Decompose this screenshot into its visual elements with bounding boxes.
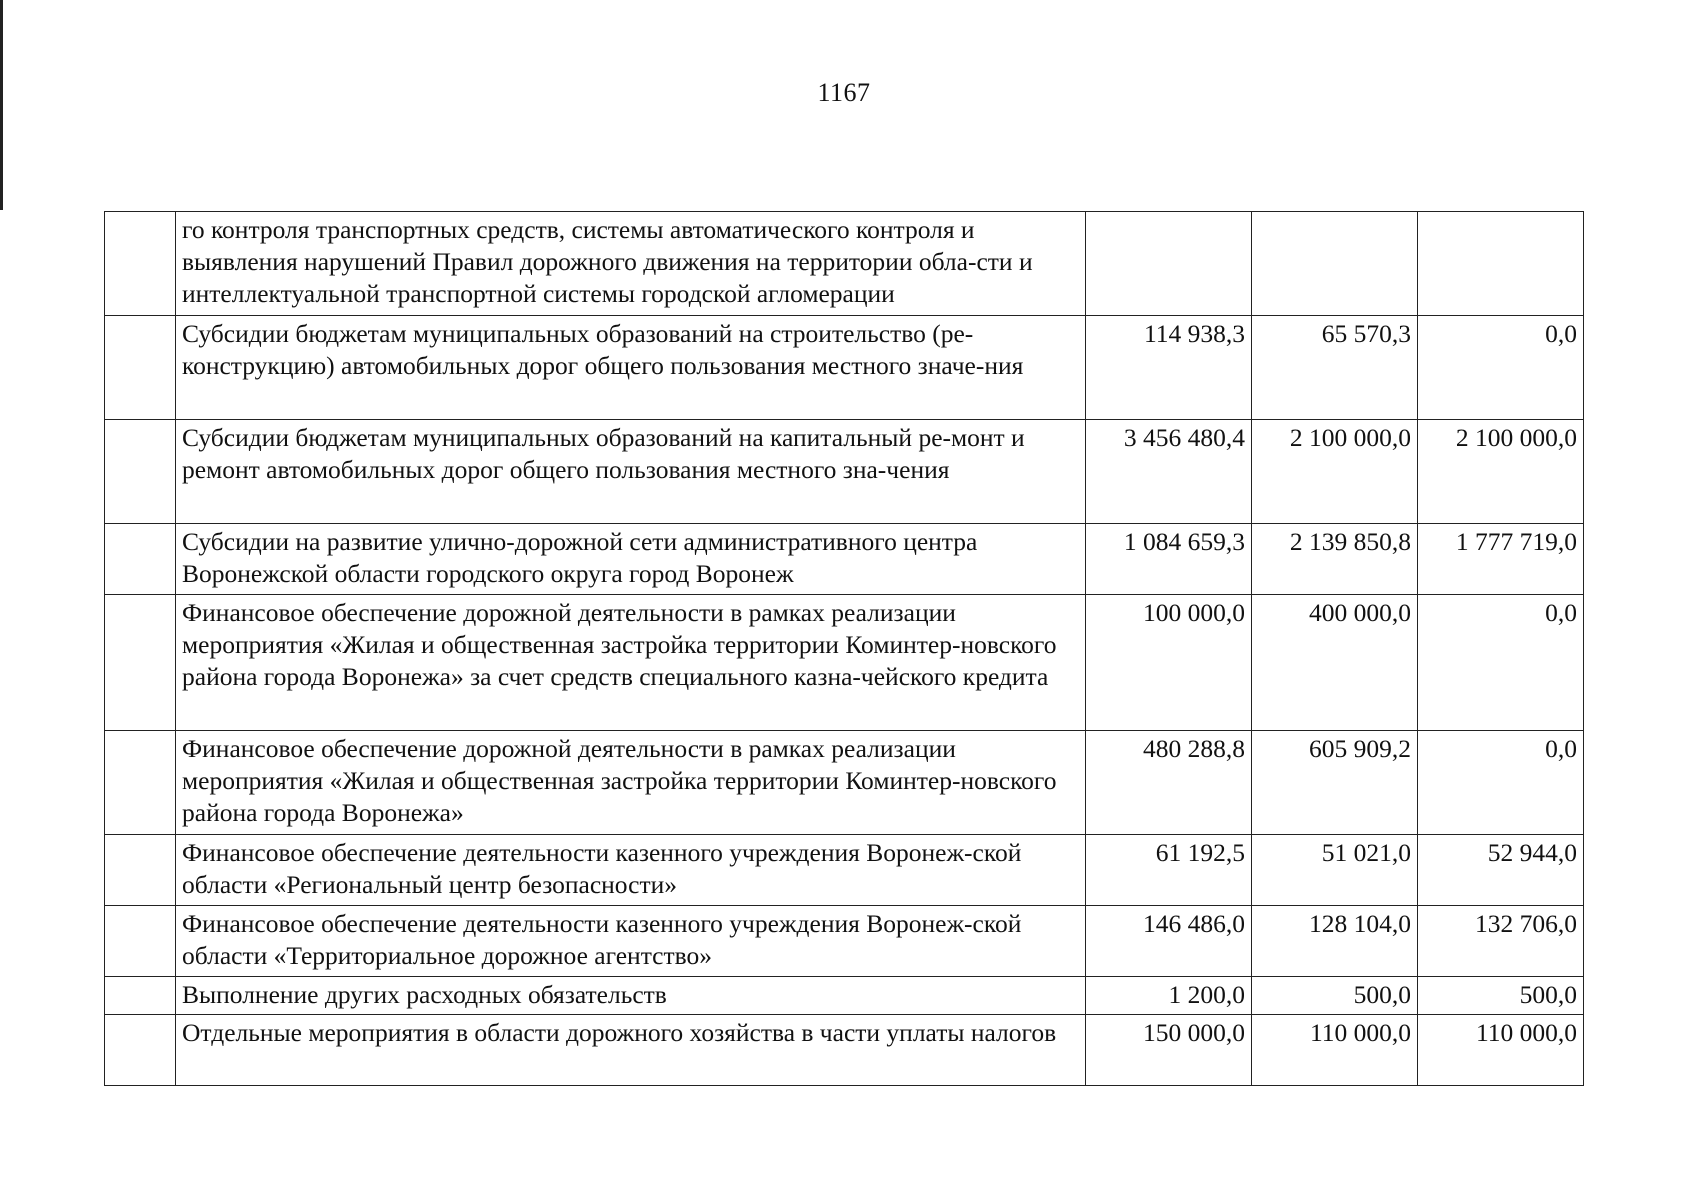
value-year-2: 2 100 000,0 bbox=[1252, 420, 1418, 524]
value-year-1: 480 288,8 bbox=[1086, 731, 1252, 835]
value-year-2: 2 139 850,8 bbox=[1252, 524, 1418, 595]
table-row bbox=[105, 420, 1584, 524]
value-year-3: 0,0 bbox=[1418, 595, 1584, 731]
expense-name: Субсидии бюджетам муниципальных образований на строительство (ре-конструкцию) автомобильных дорог общего пользования местного значе-ния bbox=[176, 316, 1086, 420]
value-year-1: 61 192,5 bbox=[1086, 835, 1252, 906]
value-year-3: 52 944,0 bbox=[1418, 835, 1584, 906]
value-year-1: 100 000,0 bbox=[1086, 595, 1252, 731]
value-year-3: 0,0 bbox=[1418, 731, 1584, 835]
value-year-3 bbox=[1418, 212, 1584, 316]
value-year-1: 1 200,0 bbox=[1086, 977, 1252, 1015]
expense-name: го контроля транспортных средств, системы автоматического контроля и выявления нарушений Правил дорожного движения на территории обла-сти и интеллектуальной транспортной системы городской агломерации bbox=[176, 212, 1086, 316]
value-year-2: 51 021,0 bbox=[1252, 835, 1418, 906]
row-number-cell bbox=[105, 1015, 176, 1086]
row-number-cell bbox=[105, 524, 176, 595]
row-number-cell bbox=[105, 595, 176, 731]
value-year-3: 110 000,0 bbox=[1418, 1015, 1584, 1086]
value-year-1: 150 000,0 bbox=[1086, 1015, 1252, 1086]
value-year-2: 500,0 bbox=[1252, 977, 1418, 1015]
expense-name: Выполнение других расходных обязательств bbox=[176, 977, 1086, 1015]
expense-name: Финансовое обеспечение дорожной деятельности в рамках реализации мероприятия «Жилая и общественная застройка территории Коминтер-новского района города Воронежа» bbox=[176, 731, 1086, 835]
value-year-3: 0,0 bbox=[1418, 316, 1584, 420]
value-year-1: 146 486,0 bbox=[1086, 906, 1252, 977]
table-row bbox=[105, 906, 1584, 977]
row-number-cell bbox=[105, 731, 176, 835]
value-year-2: 110 000,0 bbox=[1252, 1015, 1418, 1086]
budget-table bbox=[104, 211, 1584, 1086]
row-number-cell bbox=[105, 835, 176, 906]
table-row bbox=[105, 524, 1584, 595]
page-number: 1167 bbox=[817, 78, 871, 107]
value-year-3: 500,0 bbox=[1418, 977, 1584, 1015]
expense-name: Субсидии на развитие улично-дорожной сети административного центра Воронежской области городского округа город Воронеж bbox=[176, 524, 1086, 595]
value-year-2: 605 909,2 bbox=[1252, 731, 1418, 835]
expense-name: Финансовое обеспечение деятельности казенного учреждения Воронеж-ской области «Территориальное дорожное агентство» bbox=[176, 906, 1086, 977]
row-number-cell bbox=[105, 212, 176, 316]
value-year-3: 2 100 000,0 bbox=[1418, 420, 1584, 524]
expense-name: Субсидии бюджетам муниципальных образований на капитальный ре-монт и ремонт автомобильных дорог общего пользования местного зна-чения bbox=[176, 420, 1086, 524]
row-number-cell bbox=[105, 420, 176, 524]
table-row bbox=[105, 835, 1584, 906]
value-year-1: 114 938,3 bbox=[1086, 316, 1252, 420]
value-year-1: 1 084 659,3 bbox=[1086, 524, 1252, 595]
value-year-2 bbox=[1252, 212, 1418, 316]
expense-name: Отдельные мероприятия в области дорожного хозяйства в части уплаты налогов bbox=[176, 1015, 1086, 1086]
value-year-2: 65 570,3 bbox=[1252, 316, 1418, 420]
table-row bbox=[105, 977, 1584, 1015]
value-year-3: 132 706,0 bbox=[1418, 906, 1584, 977]
table-row bbox=[105, 212, 1584, 316]
table-row bbox=[105, 595, 1584, 731]
table-row bbox=[105, 731, 1584, 835]
row-number-cell bbox=[105, 316, 176, 420]
expense-name: Финансовое обеспечение деятельности казенного учреждения Воронеж-ской области «Региональный центр безопасности» bbox=[176, 835, 1086, 906]
row-number-cell bbox=[105, 906, 176, 977]
value-year-1: 3 456 480,4 bbox=[1086, 420, 1252, 524]
table-row bbox=[105, 316, 1584, 420]
table-row bbox=[105, 1015, 1584, 1086]
row-number-cell bbox=[105, 977, 176, 1015]
value-year-2: 128 104,0 bbox=[1252, 906, 1418, 977]
value-year-2: 400 000,0 bbox=[1252, 595, 1418, 731]
expense-name: Финансовое обеспечение дорожной деятельности в рамках реализации мероприятия «Жилая и общественная застройка территории Коминтер-новского района города Воронежа» за счет средств специального казна-чейского кредита bbox=[176, 595, 1086, 731]
value-year-3: 1 777 719,0 bbox=[1418, 524, 1584, 595]
value-year-1 bbox=[1086, 212, 1252, 316]
